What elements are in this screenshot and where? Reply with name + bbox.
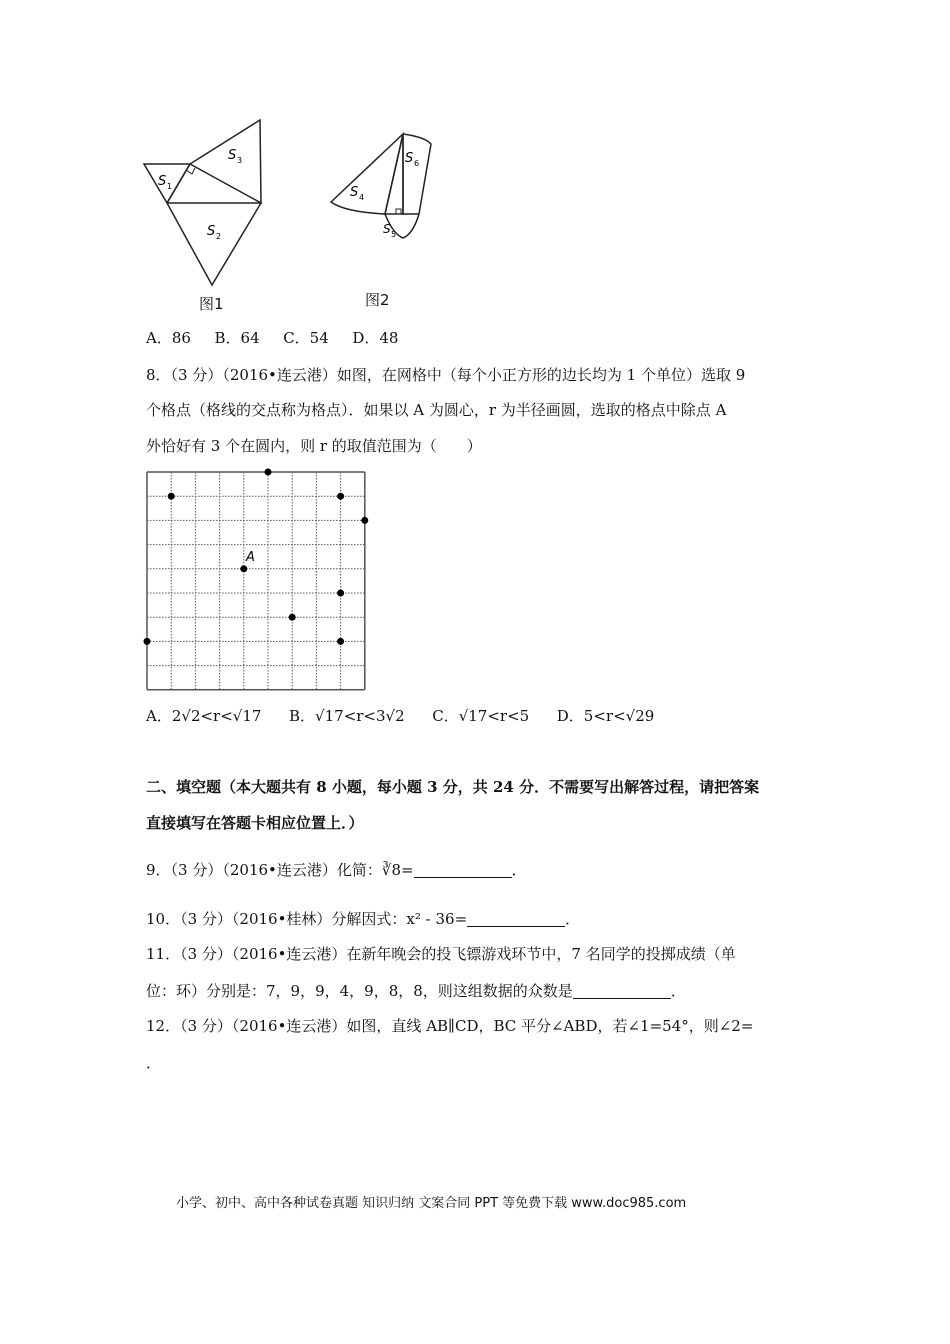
section2-line2: 直接填写在答题卡相应位置上．） xyxy=(146,814,364,832)
q9-answer-blank[interactable] xyxy=(414,861,512,878)
svg-text:6: 6 xyxy=(414,159,420,168)
q11-answer-blank[interactable] xyxy=(573,982,671,999)
grid-point xyxy=(168,493,175,500)
fig2-caption: 图2 xyxy=(365,291,390,309)
q12-line1: 12．（3 分）（2016•连云港）如图，直线 AB∥CD，BC 平分∠ABD，若∠1=54°，则∠2= xyxy=(146,1017,754,1035)
q8-option-b: √17<r<3√2 xyxy=(315,707,405,725)
grid-point xyxy=(337,638,344,645)
fig1-s2-label: S xyxy=(207,224,216,239)
q7-options: A．86 B．64 C．54 D．48 xyxy=(146,329,399,347)
grid-point xyxy=(337,493,344,500)
q12-line2: ． xyxy=(146,1054,162,1072)
q10-answer-blank[interactable] xyxy=(467,910,565,927)
q8-line1: 8．（3 分）（2016•连云港）如图，在网格中（每个小正方形的边长均为 1 个单位）选取 9 xyxy=(146,366,746,384)
fig2-s5-label: S xyxy=(383,222,391,236)
fig1-s3-label: S xyxy=(228,148,237,163)
grid-point xyxy=(337,590,344,597)
q9: 9．（3 分）（2016•连云港）化简：∛8= ． xyxy=(146,861,527,879)
fig1-caption: 图1 xyxy=(199,295,224,313)
q11-line1: 11．（3 分）（2016•连云港）在新年晚会的投飞镖游戏环节中，7 名同学的投掷成绩（单 xyxy=(146,945,736,963)
footer-text: 小学、初中、高中各种试卷真题 知识归纳 文案合同 PPT 等免费下载 www.doc985.com xyxy=(176,1196,687,1211)
grid-point-a xyxy=(240,565,247,572)
q8-line2: 个格点（格线的交点称为格点）．如果以 A 为圆心，r 为半径画圆，选取的格点中除点 A xyxy=(146,401,727,419)
fig2-s6-label: S xyxy=(405,151,414,166)
grid-point xyxy=(289,614,296,621)
fig2-s4-label: S xyxy=(350,185,359,200)
svg-text:3: 3 xyxy=(237,156,243,165)
grid-point xyxy=(144,638,151,645)
svg-text:5: 5 xyxy=(391,230,397,239)
q8-line3: 外恰好有 3 个在圆内，则 r 的取值范围为（ ） xyxy=(146,437,482,455)
svg-text:2: 2 xyxy=(216,232,222,241)
grid-point xyxy=(265,469,272,476)
q8-option-a: 2√2<r<√17 xyxy=(171,707,262,725)
q9-expr: ∛8= xyxy=(381,861,414,879)
svg-text:1: 1 xyxy=(167,182,173,191)
section2-line1: 二、填空题（本大题共有 8 小题，每小题 3 分，共 24 分．不需要写出解答过程，请把答案 xyxy=(146,778,760,796)
q8-options: A．2√2<r<√17 B．√17<r<3√2 C．√17<r<5 D．5<r<√29 xyxy=(146,707,655,725)
q8-option-c: √17<r<5 xyxy=(458,707,530,725)
q10: 10．（3 分）（2016•桂林）分解因式：x² - 36= ． xyxy=(146,910,581,928)
figure-2 xyxy=(325,132,440,247)
svg-text:4: 4 xyxy=(359,193,365,202)
figure-1 xyxy=(140,115,280,315)
fig1-s1-label: S xyxy=(158,174,167,189)
point-a-label: A xyxy=(246,550,255,565)
q8-option-d: 5<r<√29 xyxy=(583,707,655,725)
q11-line2: 位：环）分别是：7，9，9，4，9，8，8，则这组数据的众数是 ． xyxy=(146,982,686,1000)
grid-point xyxy=(361,517,368,524)
grid-figure xyxy=(140,465,375,695)
